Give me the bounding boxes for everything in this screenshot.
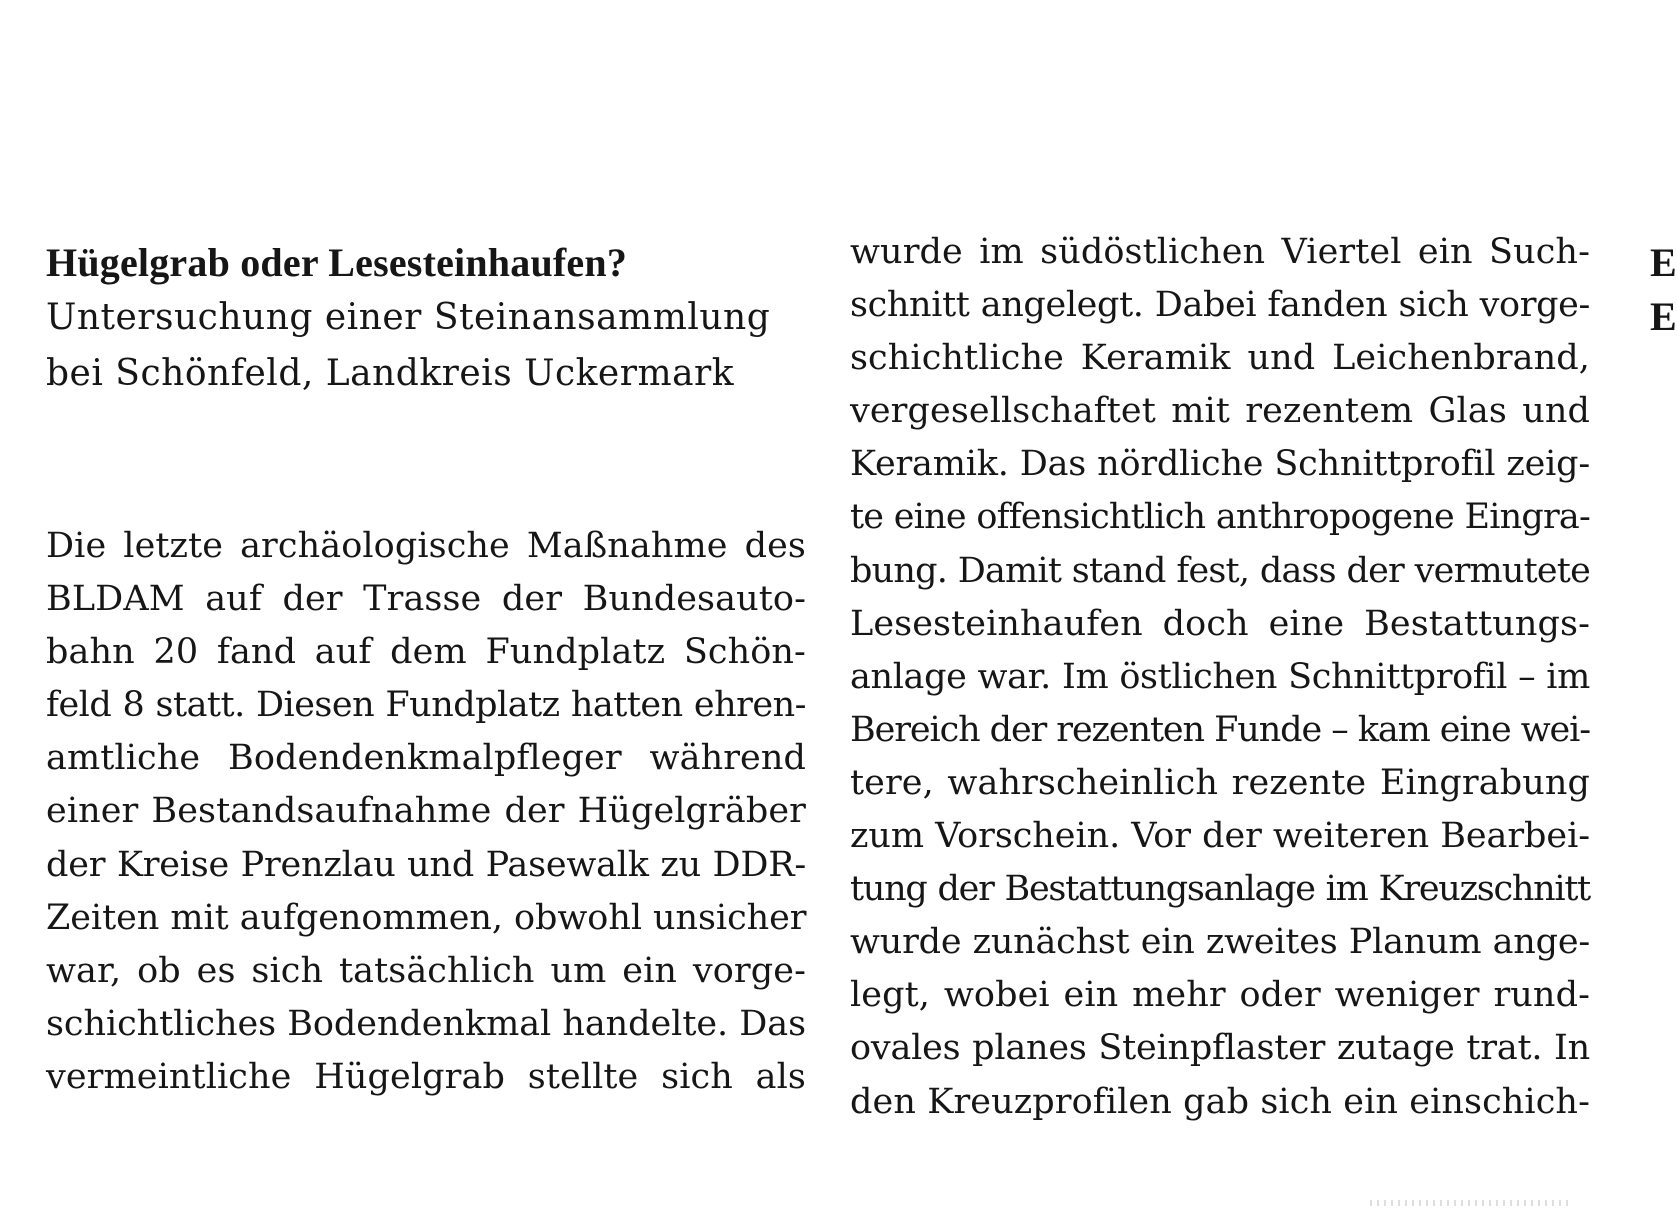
text-line: legt, wobei ein mehr oder weniger rund- xyxy=(850,975,1590,1016)
text-line: wurde zunächst ein zweites Planum ange- xyxy=(850,922,1590,963)
text-line: Die letzte archäologische Maßnahme des xyxy=(46,526,806,566)
left-column xyxy=(46,226,807,1097)
scan-artifact xyxy=(1370,1200,1570,1206)
article-subtitle xyxy=(46,290,806,402)
next-column-fragment xyxy=(1650,236,1677,344)
text-line: te eine offensichtlich anthropogene Eingra- xyxy=(850,497,1590,538)
text-line: schichtliches Bodendenkmal handelte. Das xyxy=(46,1003,806,1044)
text-line: Lesesteinhaufen doch eine Bestattungs- xyxy=(850,603,1590,644)
text-line: war, ob es sich tatsächlich um ein vorge- xyxy=(46,950,806,991)
text-line: Bereich der rezenten Funde – kam eine wei- xyxy=(850,709,1590,750)
text-line: vermeintliche Hügelgrab stellte sich als xyxy=(46,1056,806,1097)
text-line: den Kreuzprofilen gab sich ein einschich- xyxy=(850,1081,1590,1122)
text-line: BLDAM auf der Trasse der Bundesauto- xyxy=(46,579,806,620)
text-line: ovales planes Steinpflaster zutage trat. In xyxy=(850,1028,1590,1069)
text-line: schnitt angelegt. Dabei fanden sich vorge- xyxy=(850,285,1590,326)
text-line: Keramik. Das nördliche Schnittprofil zeig- xyxy=(850,444,1590,485)
text-line: amtliche Bodendenkmalpfleger während xyxy=(46,738,806,779)
text-line: tung der Bestattungsanlage im Kreuzschnitt xyxy=(850,869,1590,910)
text-line: bahn 20 fand auf dem Fundplatz Schön- xyxy=(46,632,806,673)
text-line: bung. Damit stand fest, dass der vermutete xyxy=(850,550,1590,591)
text-line: schichtliche Keramik und Leichenbrand, xyxy=(850,338,1590,379)
fragment-letter: E xyxy=(1650,240,1677,285)
text-line: zum Vorschein. Vor der weiteren Bearbei- xyxy=(850,816,1590,857)
text-line: einer Bestandsaufnahme der Hügelgräber xyxy=(46,791,806,832)
text-line: der Kreise Prenzlau und Pasewalk zu DDR- xyxy=(46,844,806,885)
left-body-text xyxy=(46,520,806,1104)
text-line: Zeiten mit aufgenommen, obwohl unsicher xyxy=(46,897,807,938)
subtitle-line: bei Schönfeld, Landkreis Uckermark xyxy=(46,353,735,394)
article-title: Hügelgrab oder Lesesteinhaufen? xyxy=(46,240,628,285)
text-line: tere, wahrscheinlich rezente Eingrabung xyxy=(850,762,1590,803)
text-line: anlage war. Im östlichen Schnittprofil – im xyxy=(850,656,1590,697)
text-line: feld 8 statt. Diesen Fundplatz hatten ehren- xyxy=(46,685,806,726)
text-line: wurde im südöstlichen Viertel ein Such- xyxy=(850,232,1590,272)
right-body-text xyxy=(850,226,1590,1129)
subtitle-line: Untersuchung einer Steinansammlung xyxy=(46,297,771,338)
fragment-letter: E xyxy=(1650,294,1677,339)
text-line: vergesellschaftet mit rezentem Glas und xyxy=(850,391,1590,432)
